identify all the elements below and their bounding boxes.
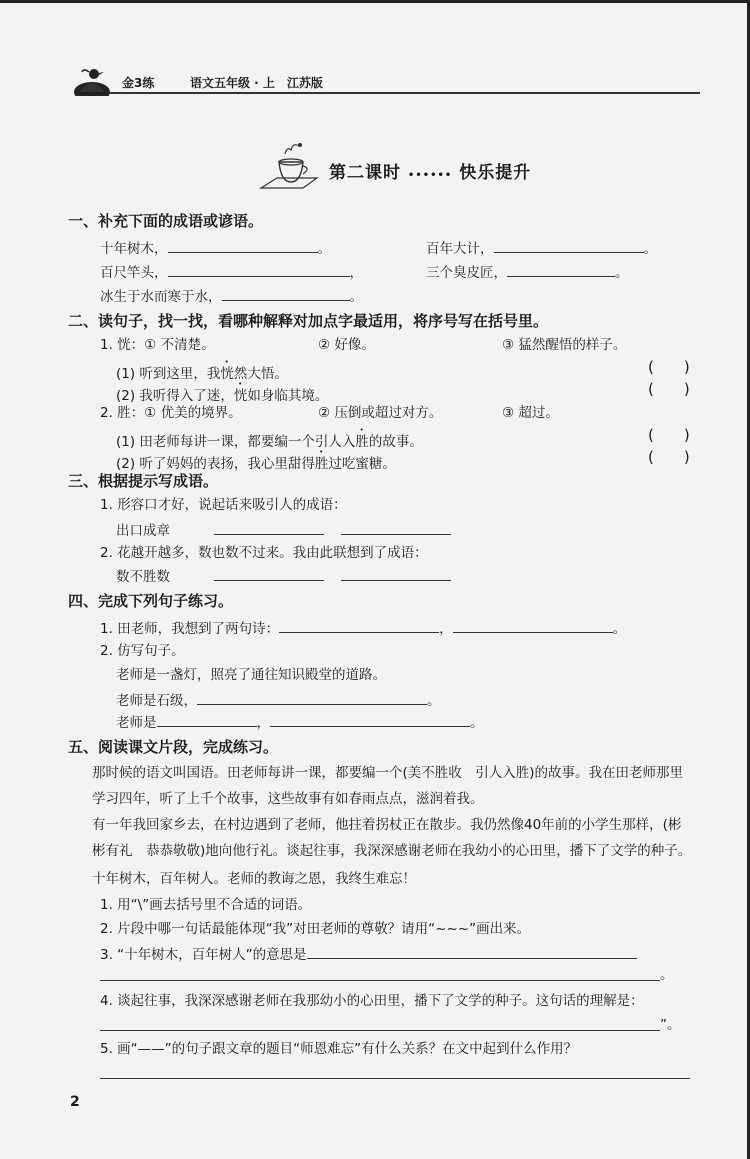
s2-q2-label: 2. 胜：① 优美的境界。 — [100, 405, 242, 421]
answer-line[interactable] — [100, 980, 660, 981]
title-dots: •••••• — [407, 170, 453, 181]
section5-heading: 五、阅读课文片段，完成练习。 — [68, 738, 279, 756]
brand-label: 金3练 — [122, 76, 155, 90]
answer-blank[interactable] — [214, 520, 324, 535]
answer-blank[interactable] — [222, 286, 350, 301]
bird-globe-logo-icon — [70, 62, 122, 96]
lesson-title — [255, 140, 575, 196]
header-rule — [110, 92, 700, 94]
teacup-icon — [255, 140, 325, 196]
s4-example: 老师是一盏灯，照亮了通往知识殿堂的道路。 — [116, 667, 386, 683]
s3-q2-word: 数不胜数 — [116, 566, 451, 586]
s5-q3: 3. “十年树木，百年树人”的意思是 — [100, 944, 637, 964]
s2-q2-opt2: ② 压倒或超过对方。 — [318, 405, 443, 421]
answer-blank[interactable] — [214, 566, 324, 581]
answer-blank[interactable] — [168, 262, 350, 277]
s5-q1: 1. 用“\”画去括号里不合适的词语。 — [100, 897, 312, 913]
answer-paren[interactable]: ( ) — [648, 358, 690, 376]
s4-write-1: 老师是石级， 。 — [116, 690, 441, 710]
s4-q1: 1. 田老师，我想到了两句诗： ， 。 — [100, 618, 626, 638]
s2-q1-opt2: ② 好像。 — [318, 337, 375, 353]
s3-q1-word: 出口成章 — [116, 520, 451, 540]
section4-heading: 四、完成下列句子练习。 — [68, 592, 234, 610]
s3-q2: 2. 花越开越多，数也数不过来。我由此联想到了成语： — [100, 545, 428, 561]
title-text — [329, 158, 531, 183]
s1-item-5: 冰生于水而寒于水， 。 — [100, 286, 363, 306]
reading-passage-p2: 有一年我回家乡去，在村边遇到了老师，他拄着拐杖正在散步。我仍然像40年前的小学生那样，(彬彬有礼 恭恭敬敬)地向他行礼。谈起往事，我深深感谢老师在我幼小的心田里，播下了文学的种子。 — [92, 817, 692, 859]
section1-heading: 一、补充下面的成语或谚语。 — [68, 212, 264, 230]
reading-passage-p3: 十年树木，百年树人。老师的教诲之恩，我终生难忘！ — [92, 871, 416, 887]
s2-q2-s2: (2) 听了妈妈的表扬，我心里甜得胜过吃蜜糖。 — [116, 456, 396, 472]
section2-heading: 二、读句子，找一找，看哪种解释对加点字最适用，将序号写在括号里。 — [68, 312, 549, 330]
s1-item-2: 百年大计， 。 — [426, 238, 657, 258]
s2-q2-opt3: ③ 超过。 — [502, 405, 559, 421]
title-main: 快乐提升 — [459, 163, 532, 183]
s2-q1-s2: (2) 我听得入了迷，恍如身临其境。 — [116, 388, 329, 404]
s5-q4-end: ”。 — [660, 1017, 681, 1033]
s1-item-4: 三个臭皮匠， 。 — [426, 262, 629, 282]
s5-q4: 4. 谈起往事，我深深感谢老师在我那幼小的心田里，播下了文学的种子。这句话的理解是： — [100, 993, 644, 1009]
section3-heading: 三、根据提示写成语。 — [68, 472, 219, 490]
answer-line[interactable] — [100, 1030, 660, 1031]
answer-blank[interactable] — [341, 520, 451, 535]
answer-blank[interactable] — [494, 238, 644, 253]
s2-q1-s1: (1) 听到这里，我恍然大悟。 — [116, 366, 288, 382]
answer-blank[interactable] — [168, 238, 318, 253]
answer-blank[interactable] — [307, 944, 637, 959]
s1-item-3: 百尺竿头， ， — [100, 262, 363, 282]
answer-paren[interactable]: ( ) — [648, 448, 690, 466]
s2-q1-opt3: ③ 猛然醒悟的样子。 — [502, 337, 627, 353]
page-header — [70, 62, 690, 96]
s2-q2-s1: (1) 田老师每讲一课，都要编一个引人入胜的故事。 — [116, 434, 423, 450]
reading-passage-p1: 那时候的语文叫国语。田老师每讲一课，都要编一个(美不胜收 引人入胜)的故事。我在田老师那里学习四年，听了上千个故事，这些故事有如春雨点点，滋润着我。 — [92, 765, 684, 807]
page-number: 2 — [70, 1094, 80, 1110]
answer-blank[interactable] — [507, 262, 615, 277]
answer-paren[interactable]: ( ) — [648, 380, 690, 398]
top-border — [0, 0, 750, 3]
s1-item-1: 十年树木， 。 — [100, 238, 331, 258]
s2-q1-label: 1. 恍：① 不清楚。 — [100, 337, 215, 353]
answer-blank[interactable] — [270, 712, 470, 727]
answer-blank[interactable] — [157, 712, 257, 727]
answer-blank[interactable] — [453, 618, 613, 633]
answer-blank[interactable] — [197, 690, 427, 705]
title-prefix: 第二课时 — [329, 163, 401, 183]
answer-line[interactable] — [100, 1078, 690, 1079]
s3-q1: 1. 形容口才好，说起话来吸引人的成语： — [100, 497, 347, 513]
answer-blank[interactable] — [341, 566, 451, 581]
book-label: 语文五年级 · 上 江苏版 — [190, 76, 323, 90]
s5-q5: 5. 画“——”的句子跟文章的题目“师恩难忘”有什么关系？在文中起到什么作用？ — [100, 1041, 578, 1057]
answer-blank[interactable] — [279, 618, 439, 633]
s5-q2: 2. 片段中哪一句话最能体现“我”对田老师的尊敬？请用“~~~”画出来。 — [100, 921, 531, 937]
s4-q2: 2. 仿写句子。 — [100, 643, 185, 659]
s4-write-2: 老师是 ， 。 — [116, 712, 484, 732]
answer-paren[interactable]: ( ) — [648, 426, 690, 444]
s5-q3-end: 。 — [660, 967, 674, 983]
